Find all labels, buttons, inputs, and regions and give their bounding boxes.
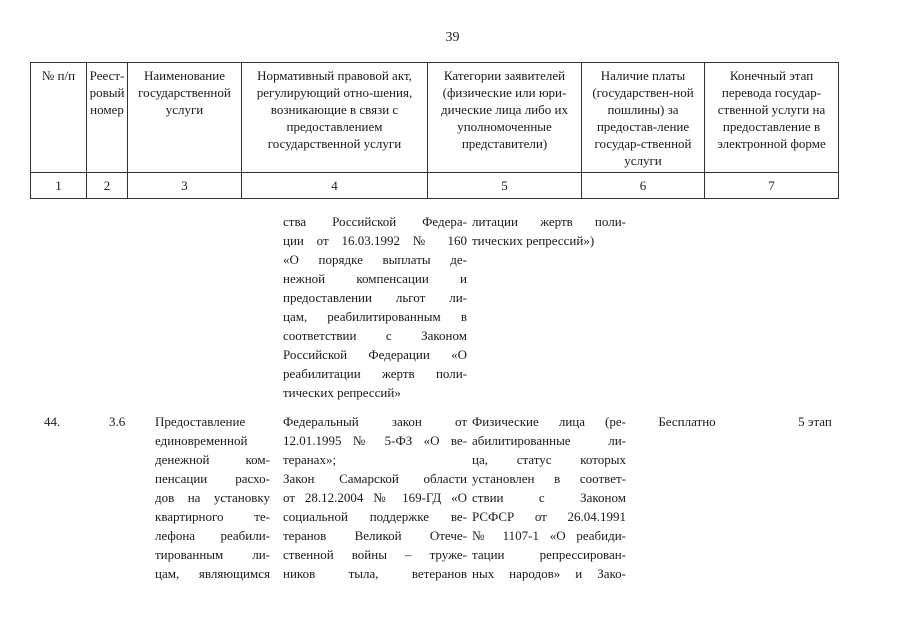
row-fee: Бесплатно xyxy=(658,414,716,429)
text-line: ства Российской Федера- xyxy=(283,214,467,229)
text-line: Физические лица (ре- xyxy=(472,414,626,429)
row-registry-number: 3.6 xyxy=(109,414,126,429)
column-header-final-stage: Конечный этап перевода государ-ственной услуги на предоставление в электронной форме xyxy=(705,63,839,173)
column-number-5: 5 xyxy=(428,173,582,199)
text-line: реабилитации жертв поли- xyxy=(283,366,467,381)
column-number-2: 2 xyxy=(87,173,128,199)
text-line: ции от 16.03.1992 № 160 xyxy=(283,233,467,248)
text-line: установлен в соответ- xyxy=(472,471,626,486)
text-line: денежной ком- xyxy=(155,452,270,467)
page-number: 39 xyxy=(445,30,460,45)
column-number-1: 1 xyxy=(31,173,87,199)
text-line: абилитированные ли- xyxy=(472,433,626,448)
text-line: нежной компенсации и xyxy=(283,271,467,286)
text-line: ных народов» и Зако- xyxy=(472,566,626,581)
text-line: предоставлении льгот ли- xyxy=(283,290,467,305)
text-line: тации репрессирован- xyxy=(472,547,626,562)
text-line: соответствии с Законом xyxy=(283,328,467,343)
text-line: квартирного те- xyxy=(155,509,270,524)
row-number: 44. xyxy=(44,414,61,429)
column-header-legal-act: Нормативный правовой акт, регулирующий отно-шения, возникающие в связи с предоставлением государственной услуги xyxy=(242,63,428,173)
column-number-4: 4 xyxy=(242,173,428,199)
text-line: цам, являющимся xyxy=(155,566,270,581)
column-number-3: 3 xyxy=(128,173,242,199)
services-table-header xyxy=(30,62,839,199)
text-line: тированным ли- xyxy=(155,547,270,562)
text-line: Федеральный закон от xyxy=(283,414,467,429)
row-service-name xyxy=(155,412,270,583)
column-number-6: 6 xyxy=(582,173,705,199)
text-line: ников тыла, ветеранов xyxy=(283,566,467,581)
text-line: цам, реабилитированным в xyxy=(283,309,467,324)
text-line: тических репрессий») xyxy=(472,233,595,248)
row-legal-act xyxy=(283,412,467,583)
column-header-service-name: Наименование государственной услуги xyxy=(128,63,242,173)
text-line: теранах»; xyxy=(283,452,337,467)
text-line: № 1107-1 «О реабиди- xyxy=(472,528,626,543)
text-line: пенсации расхо- xyxy=(155,471,270,486)
column-header-fee: Наличие платы (государствен-ной пошлины) за предостав-ление государ-ственной услуги xyxy=(582,63,705,173)
text-line: лефона реабили- xyxy=(155,528,270,543)
column-header-applicant-categories: Категории заявителей (физические или юри-дические лица либо их уполномоченные представители) xyxy=(428,63,582,173)
row-applicant-categories xyxy=(472,412,626,583)
continuation-legal-act xyxy=(283,212,467,402)
text-line: теранов Великой Отече- xyxy=(283,528,467,543)
text-line: дов на установку xyxy=(155,490,270,505)
column-header-number: № п/п xyxy=(31,63,87,173)
text-line: ственной войны – труже- xyxy=(283,547,467,562)
text-line: Закон Самарской области xyxy=(283,471,467,486)
text-line: Российской Федерации «О xyxy=(283,347,467,362)
text-line: 12.01.1995 № 5-ФЗ «О ве- xyxy=(283,433,467,448)
text-line: единовременной xyxy=(155,433,248,448)
column-header-registry: Реест-ровый номер xyxy=(87,63,128,173)
row-final-stage: 5 этап xyxy=(798,414,832,429)
column-number-7: 7 xyxy=(705,173,839,199)
text-line: «О порядке выплаты де- xyxy=(283,252,467,267)
text-line: литации жертв поли- xyxy=(472,214,626,229)
text-line: РСФСР от 26.04.1991 xyxy=(472,509,626,524)
text-line: социальной поддержке ве- xyxy=(283,509,467,524)
text-line: ца, статус которых xyxy=(472,452,626,467)
text-line: ствии с Законом xyxy=(472,490,626,505)
text-line: тических репрессий» xyxy=(283,385,401,400)
text-line: от 28.12.2004 № 169-ГД «О xyxy=(283,490,467,505)
text-line: Предоставление xyxy=(155,414,246,429)
continuation-applicant-categories xyxy=(472,212,626,250)
